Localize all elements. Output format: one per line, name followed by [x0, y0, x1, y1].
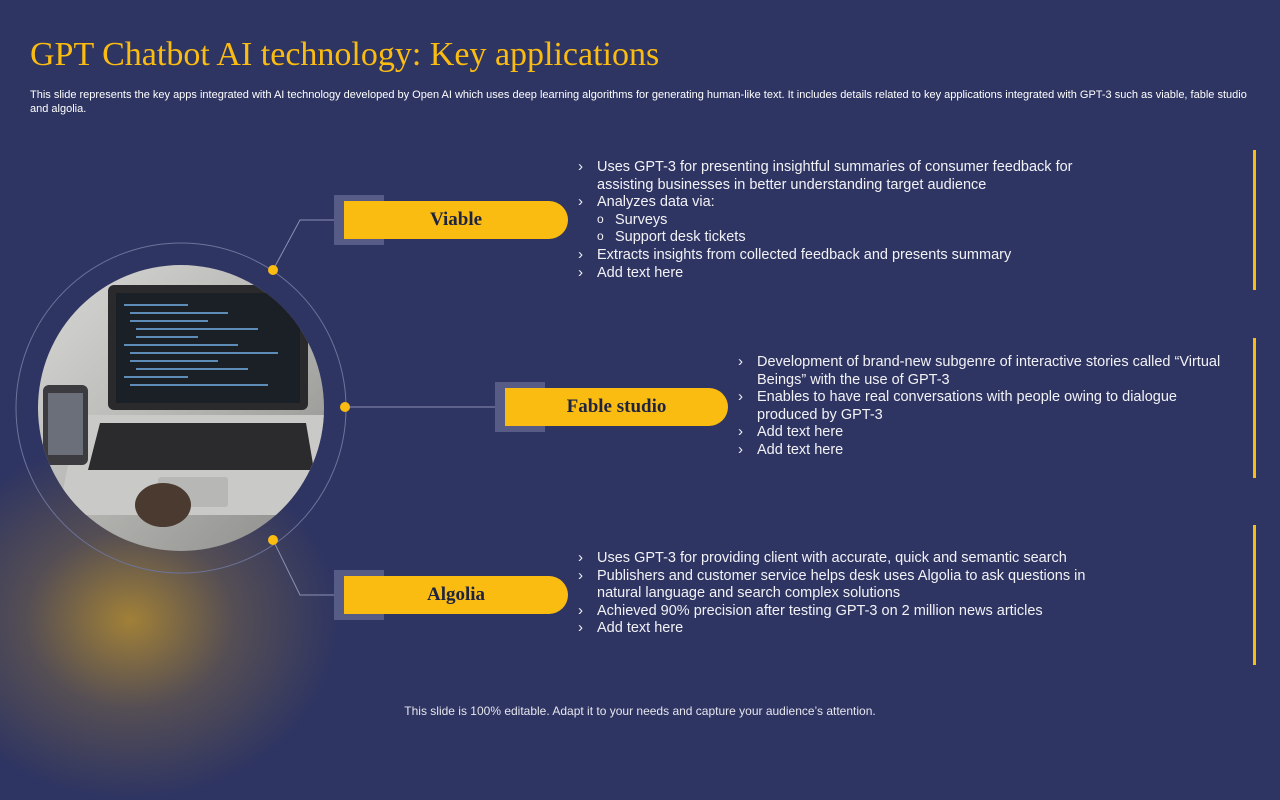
list-item: › Add text here	[577, 265, 1077, 283]
list-item: › Uses GPT-3 for providing client with accurate, quick and semantic search	[577, 550, 1087, 568]
list-item: › Add text here	[577, 620, 1087, 638]
list-item: › Achieved 90% precision after testing GPT-3 on 2 million news articles	[577, 603, 1087, 621]
label-algolia: Algolia	[344, 576, 568, 614]
list-item: › Development of brand-new subgenre of interactive stories called “Virtual Beings” with the use of GPT-3	[737, 354, 1237, 389]
list-item: › Publishers and customer service helps desk uses Algolia to ask questions in natural language and search complex solutions	[577, 568, 1087, 603]
list-item: › Extracts insights from collected feedback and presents summary	[577, 247, 1077, 265]
page-subtitle: This slide represents the key apps integrated with AI technology developed by Open AI which uses deep learning algorithms for generating human-like text. It includes details related to key applications integrated with GPT-3 such as viable, fable studio and algolia.	[30, 89, 1247, 115]
list-item: › Analyzes data via:	[577, 194, 1077, 212]
bullet-list-algolia	[577, 550, 1087, 638]
list-item: › Add text here	[737, 442, 1237, 460]
list-item: › Add text here	[737, 424, 1237, 442]
dot-algolia	[268, 535, 278, 545]
list-item: › Uses GPT-3 for presenting insightful summaries of consumer feedback for assisting businesses in better understanding target audience	[577, 159, 1077, 194]
laptop-photo-icon	[38, 265, 324, 551]
bullet-list-viable	[577, 159, 1077, 282]
list-item: o Surveys	[577, 212, 1077, 230]
accent-bar-viable	[1253, 150, 1256, 290]
accent-bar-algolia	[1253, 525, 1256, 665]
label-fable-studio: Fable studio	[505, 388, 728, 426]
accent-bar-fable-studio	[1253, 338, 1256, 478]
list-item: o Support desk tickets	[577, 229, 1077, 247]
label-viable: Viable	[344, 201, 568, 239]
bullet-list-fable-studio	[737, 354, 1237, 460]
dot-viable	[268, 265, 278, 275]
list-item: › Enables to have real conversations with people owing to dialogue produced by GPT-3	[737, 389, 1237, 424]
dot-fable-studio	[340, 402, 350, 412]
page-title: GPT Chatbot AI technology: Key applications	[30, 36, 660, 73]
footer-note: This slide is 100% editable. Adapt it to your needs and capture your audience’s attention.	[404, 704, 876, 718]
